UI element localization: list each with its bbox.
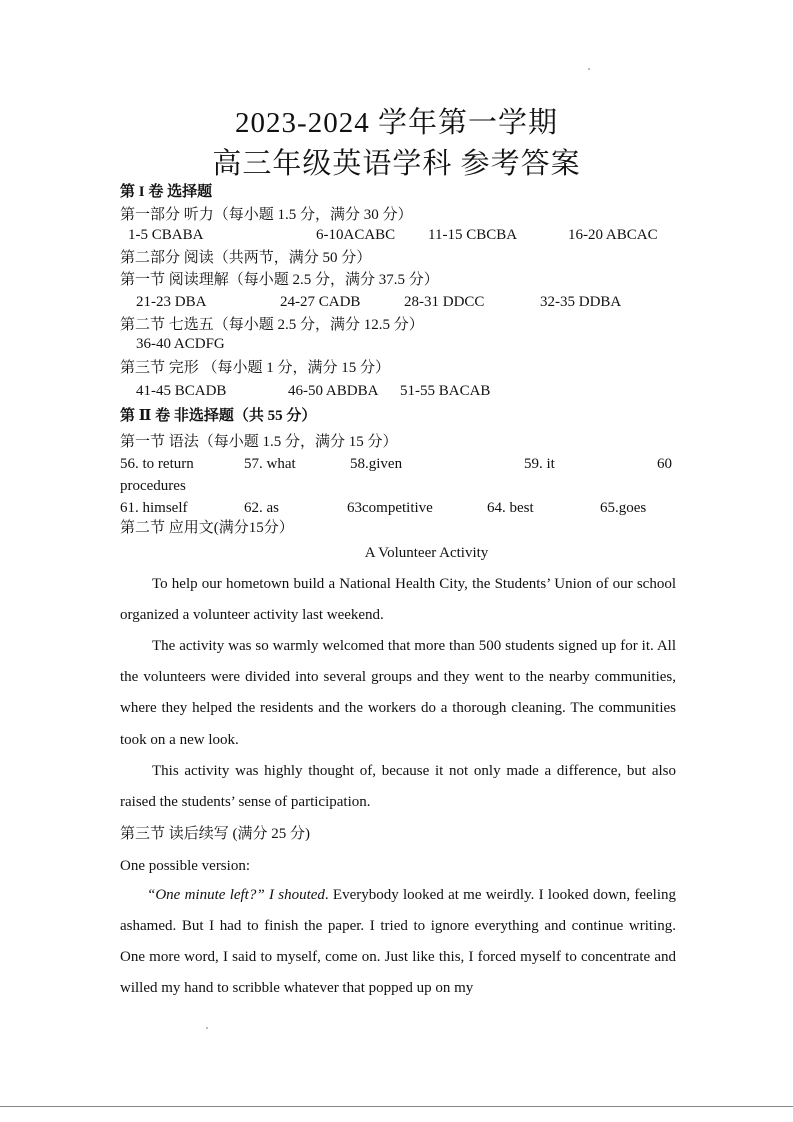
writing-label: 第二节 应用文(满分15分） bbox=[120, 520, 294, 536]
grammar-answer: 65.goes bbox=[600, 500, 647, 516]
continuation-italic-lead: “One minute left?” I shouted bbox=[147, 887, 325, 903]
document-title-line2: 高三年级英语学科 参考答案 bbox=[212, 148, 581, 180]
cloze-label: 第三节 完形 （每小题 1 分，满分 15 分） bbox=[120, 360, 391, 376]
answer-group: 11-15 CBCBA bbox=[428, 227, 518, 243]
continuation-paragraph bbox=[120, 880, 676, 1004]
reading-label: 第二部分 阅读（共两节，满分 50 分） bbox=[120, 250, 372, 266]
document-title-line1: 2023-2024 学年第一学期 bbox=[235, 107, 558, 139]
part1-heading: 第 I 卷 选择题 bbox=[120, 184, 213, 200]
essay-paragraph: To help our hometown build a National Health City, the Students’ Union of our school organized a volunteer activity last weekend. bbox=[120, 576, 676, 624]
grammar-answer: 62. as bbox=[244, 500, 279, 516]
part2-heading: 第 Ⅱ 卷 非选择题（共 55 分） bbox=[120, 408, 317, 424]
reading-section1-label: 第一节 阅读理解（每小题 2.5 分，满分 37.5 分） bbox=[120, 272, 439, 288]
essay-title: A Volunteer Activity bbox=[364, 545, 489, 561]
grammar-answer: 61. himself bbox=[120, 500, 188, 516]
reading-section2-label: 第二节 七选五（每小题 2.5 分，满分 12.5 分） bbox=[120, 317, 424, 333]
answer-group: 41-45 BCADB bbox=[136, 383, 227, 399]
grammar-answer: 60 bbox=[657, 456, 672, 472]
essay-paragraph: This activity was highly thought of, because it not only made a difference, but also raised the students’ sense of participation. bbox=[120, 763, 676, 811]
grammar-answer-wrap: procedures bbox=[120, 478, 186, 494]
answer-group: 1-5 CBABA bbox=[128, 227, 204, 243]
version-label: One possible version: bbox=[120, 858, 250, 874]
essay-paragraph: The activity was so warmly welcomed that more than 500 students signed up for it. All the volunteers were divided into several groups and they went to the nearby communities, where they helped the residents and the workers do a thorough cleaning. The communities took on a new look. bbox=[120, 638, 676, 748]
scan-speck bbox=[206, 1027, 208, 1029]
answer-group: 51-55 BACAB bbox=[400, 383, 491, 399]
answer-group: 6-10ACABC bbox=[316, 227, 396, 243]
answer-group: 21-23 DBA bbox=[136, 294, 207, 310]
answer-group: 24-27 CADB bbox=[280, 294, 361, 310]
grammar-answer: 63competitive bbox=[347, 500, 433, 516]
scan-speck bbox=[588, 68, 590, 70]
grammar-label: 第一节 语法（每小题 1.5 分，满分 15 分） bbox=[120, 434, 398, 450]
page-bottom-rule bbox=[0, 1106, 793, 1107]
grammar-answer: 64. best bbox=[487, 500, 534, 516]
answer-group: 32-35 DDBA bbox=[540, 294, 622, 310]
listening-label: 第一部分 听力（每小题 1.5 分，满分 30 分） bbox=[120, 207, 413, 223]
answer-group: 46-50 ABDBA bbox=[288, 383, 379, 399]
answer-group: 28-31 DDCC bbox=[404, 294, 485, 310]
continuation-body: . Everybody looked at me weirdly. I looked down, feeling ashamed. But I had to finish the paper. I tried to ignore everything and continue writing. One more word, I said to myself, come on. Just like this, I forced myself to concentrate and willed my hand to scribble whatever that popped up on my bbox=[120, 887, 676, 996]
grammar-answer: 59. it bbox=[524, 456, 555, 472]
grammar-answer: 57. what bbox=[244, 456, 296, 472]
answer-group: 36-40 ACDFG bbox=[136, 336, 225, 352]
grammar-answer: 58.given bbox=[350, 456, 403, 472]
continuation-label: 第三节 读后续写 (满分 25 分) bbox=[120, 826, 310, 842]
grammar-answer: 56. to return bbox=[120, 456, 194, 472]
answer-group: 16-20 ABCAC bbox=[568, 227, 658, 243]
